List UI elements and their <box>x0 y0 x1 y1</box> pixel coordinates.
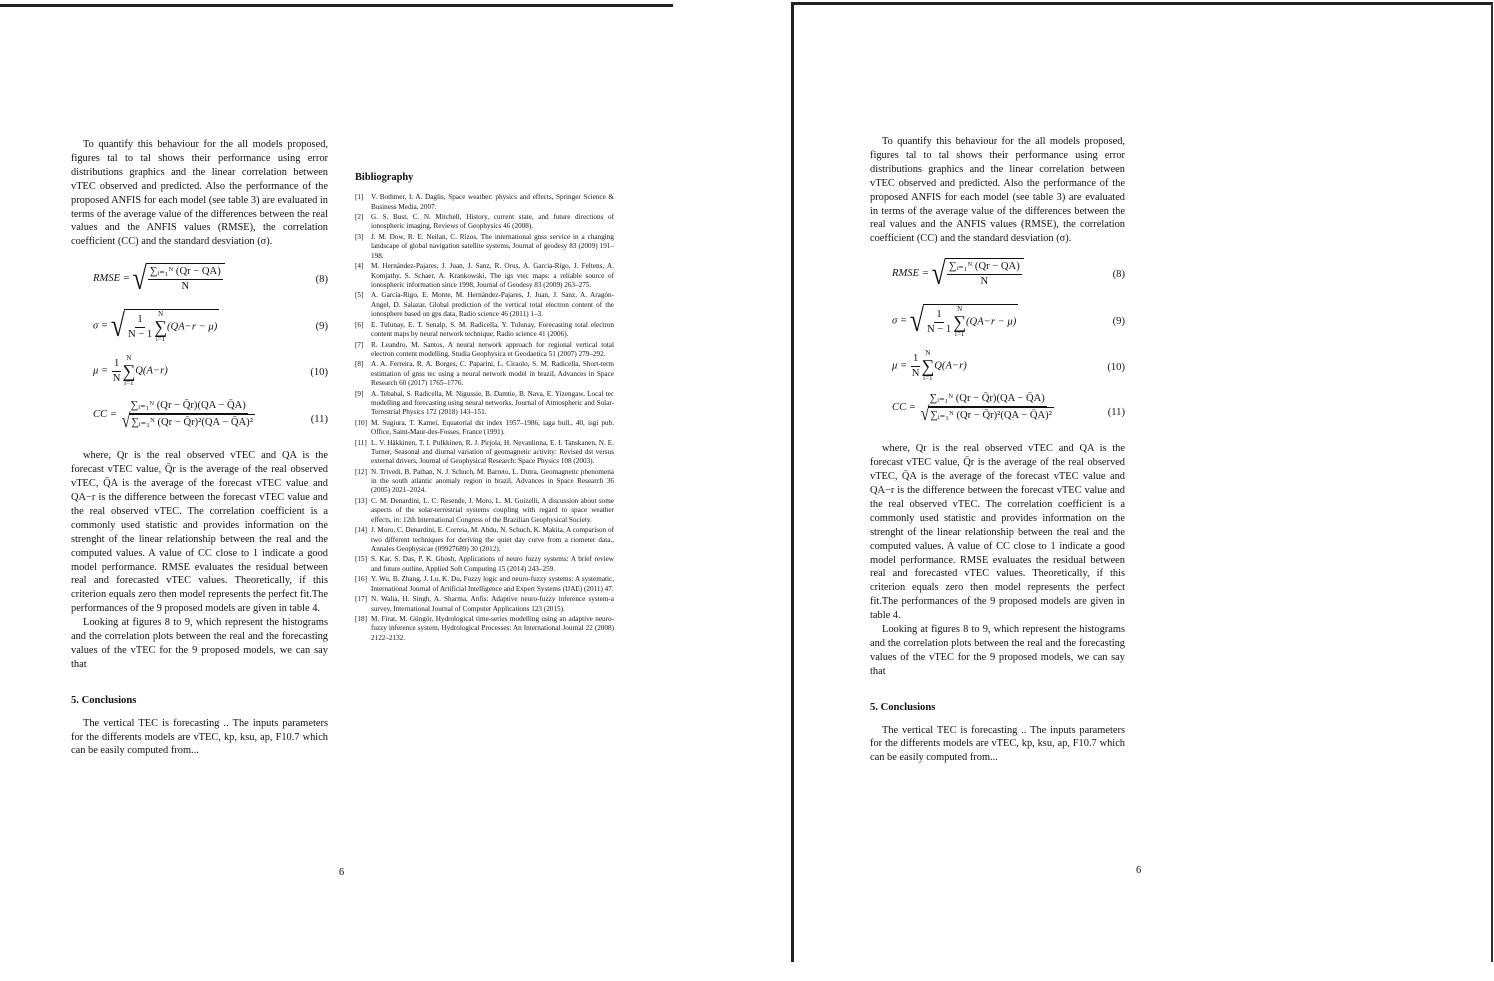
reference-item: [15] S. Kar, S. Das, P. K. Ghosh, Applications of neuro fuzzy systems: A brief review and future outline, Applied Soft Computing 15 (2014) 243–259. <box>355 555 614 573</box>
equation-sigma: σ = √ $\frac{1}{N - 1}$ N ∑ i=1 (QA−r − μ) (9) <box>93 307 328 344</box>
conclusions-paragraph: The vertical TEC is forecasting .. The inputs parameters for the differents models are vTEC, kp, ksu, ap, F10.7 which can be easily computed from... <box>71 717 328 757</box>
equation-lhs: μ = <box>93 365 109 377</box>
equation-number: (8) <box>315 274 328 286</box>
bibliography <box>355 173 614 644</box>
reference-item: [7] R. Leandro, M. Santos, A neural network approach for regional vertical total electron content modelling, Studia Geophysica et Geodaetica 51 (2007) 279–292. <box>355 340 614 358</box>
equation-lhs: σ = <box>93 320 109 332</box>
equation-denominator: N <box>980 276 989 288</box>
equation-lhs: σ = <box>892 315 908 327</box>
reference-item: [11] L. V. Häkkinen, T. I. Pulkkinen, R. J. Pirjola, H. Nevanlinna, E. I. Tanskanen, N. E. Turner, Seasonal and diurnal variation of geomagnetic activity: Revised dst versus external drivers, Journal of Geophysical Research: Space Physics 108 (2003). <box>355 438 614 466</box>
equation-number: (11) <box>310 414 328 426</box>
reference-item: [12] N. Trivedi, B. Pathan, N. J. Schuch, M. Barreto, L. Dutra, Geomagnetic phenomena in the south atlantic anomaly region in brazil, Advances in Space Research 36 (2005) 2021–2024. <box>355 467 614 495</box>
reference-item: [6] E. Tulunay, E. T. Senalp, S. M. Radicella, Y. Tulunay, Forecasting total electron content maps by neural network technique, Radio science 41 (2006). <box>355 320 614 338</box>
conclusions-paragraph: The vertical TEC is forecasting .. The inputs parameters for the differents models are vTEC, kp, ksu, ap, F10.7 which can be easily computed from... <box>870 724 1125 764</box>
equation-lhs: CC = <box>892 402 916 414</box>
reference-item: [14] J. Moro, C. Denardini, E. Correia, M. Abdu, N. Schuch, K. Makita, A comparison of two different techniques for deriving the quiet day curve from a riometer data., Annales Geophysicae (09927689) 30 (2012). <box>355 526 614 553</box>
equation-lhs: CC = <box>93 409 117 421</box>
reference-item: [13] C. M. Denardini, L. C. Resende, J. Moro, L. M. Guizelli, A discussion about some aspects of the solar-terrestrial systems coupling with regard to space weather effects, in: 12th International Congress of the Brazilian Geophysical Society. <box>355 497 614 524</box>
equation-numerator: ∑ᵢ₌₁ᴺ (Qr − QA) <box>148 265 223 280</box>
reference-item: [17] N. Walia, H. Singh, A. Sharma, Anfis: Adaptive neuro-fuzzy inference system-a survey, International Journal of Computer Applications 123 (2015). <box>355 595 614 613</box>
equation-cc: CC = ∑ᵢ₌₁ᴺ (Qr − Q̄r)(QA − Q̄A) √ ∑ᵢ₌₁ᴺ (Qr − Q̄r)²(QA − Q̄A)² (11) <box>892 393 1125 426</box>
section-heading: 5. Conclusions <box>870 701 936 713</box>
equation-mu: μ = $\frac{1}{N}$ N ∑ i=1 Q(A−r) (10) <box>93 354 328 388</box>
page-number: 6 <box>339 867 345 878</box>
equation-denominator: ∑ᵢ₌₁ᴺ (Qr − Q̄r)²(QA − Q̄A)² <box>928 407 1054 423</box>
reference-item: [4] M. Hernández-Pajares, J. Juan, J. Sanz, R. Orus, A. Garcia-Rigo, J. Feltens, A. Komjathy, S. Schaer, A. Krankowski, The igs vtec maps: a reliable source of ionospheric information since 1998, Journal of Geodesy 83 (2009) 263–275. <box>355 262 614 289</box>
bibliography-title: Bibliography <box>355 172 414 183</box>
definitions-paragraph: where, Qr is the real observed vTEC and QA is the forecast vTEC value, Q̄r is the average of the real observed vTEC, Q̄A is the average of the forecast vTEC value and QA−r is the difference between the forecast vTEC value and the real observed vTEC. The correlation coefficient is a commonly used statistic and provides information on the strenght of the linear relationship between the real and the computed values. A value of CC close to 1 indicate a good model performance. RMSE evaluates the residual between real and forecasted vTEC values. Theoretically, if this criterion equals zero then model represents the perfect fit.The performances of the 9 proposed models are given in table 4. <box>870 443 1125 622</box>
reference-item: [10] M. Sugiura, T. Kamei, Equatorial dst index 1957–1986, iaga bull., 40, isgi pub. Office, Saint-Maur-des-Fosses, France (1991). <box>355 418 614 437</box>
equation-lhs: μ = <box>892 360 908 372</box>
page-number: 6 <box>1136 865 1142 876</box>
right-text-column <box>870 135 1125 765</box>
equation-number: (9) <box>315 321 328 333</box>
reference-item: [9] A. Tebabal, S. Radicella, M. Nigussie, B. Damtie, B. Nava, E. Yizengaw, Local tec modelling and forecasting using neural networks, Journal of Atmospheric and Solar-Terrestrial Physics 172 (2018) 143–151. <box>355 389 614 417</box>
equation-sigma: σ = √ $\frac{1}{N - 1}$ N ∑ i=1 (QA−r − μ) (9) <box>892 302 1125 339</box>
equation-lhs: RMSE = <box>892 268 929 280</box>
left-text-column <box>71 138 328 758</box>
equation-rmse: RMSE = √ $\frac{\text{∑ᵢ₌₁ᴺ (Qr − QA)}}{N}$ (8) <box>93 259 328 297</box>
reference-item: [8] A. A. Ferreira, R. A. Borges, C. Paparini, L. Ciraolo, S. M. Radicella, Short-term estimation of gnss tec using a neural network model in brazil, Advances in Space Research 60 (2017) 1765–1776. <box>355 360 614 388</box>
reference-item: [5] A. García-Rigo, E. Monte, M. Hernández-Pajares, J. Juan, J. Sanz, A. Aragón-Angel, D. Salazar, Global prediction of the vertical total electron content of the ionosphere based on gps data, Radio science 46 (2011) 1–3. <box>355 291 614 319</box>
equation-lhs: RMSE = <box>93 273 130 285</box>
equation-number: (10) <box>310 367 328 379</box>
reference-item: [1] V. Bothmer, I. A. Daglis, Space weather: physics and effects, Springer Science & Business Media, 2007. <box>355 193 614 211</box>
equation-denominator: ∑ᵢ₌₁ᴺ (Qr − Q̄r)²(QA − Q̄A)² <box>129 414 255 430</box>
reference-list <box>355 193 614 643</box>
definitions-paragraph: where, Qr is the real observed vTEC and QA is the forecast vTEC value, Q̄r is the average of the real observed vTEC, Q̄A is the average of the forecast vTEC value and QA−r is the difference between the forecast vTEC value and the real observed vTEC. The correlation coefficient is a commonly used statistic and provides information on the strenght of the linear relationship between the real and the computed values. A value of CC close to 1 indicate a good model performance. RMSE evaluates the residual between real and forecasted vTEC values. Theoretically, if this criterion equals zero then model represents the perfect fit.The performances of the 9 proposed models are given in table 4. <box>71 450 328 615</box>
intro-paragraph: To quantify this behaviour for the all models proposed, figures tal to tal shows their performance using error distributions graphics and the linear correlation between vTEC observed and predicted. Also the performance of the proposed ANFIS for each model (see table 3) are evaluated in terms of the average value of the differences between the real values and the ANFIS values (RMSE), the correlation coefficient (CC) and the standard desviation (σ). <box>870 136 1125 245</box>
figures-paragraph: Looking at figures 8 to 9, which represent the histograms and the correlation plots between the real and the forecasting values of the vTEC for the 9 proposed models, we can say that <box>71 617 328 670</box>
equation-numerator: ∑ᵢ₌₁ᴺ (Qr − Q̄r)(QA − Q̄A) <box>129 399 248 414</box>
section-heading: 5. Conclusions <box>71 694 137 706</box>
equation-number: (8) <box>1112 269 1125 281</box>
reference-item: [18] M. Firat, M. Güngör, Hydrological time-series modelling using an adaptive neuro-fuzzy inference system, Hydrological Processes: An International Journal 22 (2008) 2122–2132. <box>355 615 614 642</box>
figures-paragraph: Looking at figures 8 to 9, which represent the histograms and the correlation plots between the real and the forecasting values of the vTEC for the 9 proposed models, we can say that <box>870 624 1125 677</box>
intro-paragraph: To quantify this behaviour for the all models proposed, figures tal to tal shows their performance using error distributions graphics and the linear correlation between vTEC observed and predicted. Also the performance of the proposed ANFIS for each model (see table 3) are evaluated in terms of the average value of the differences between the real values and the ANFIS values (RMSE), the correlation coefficient (CC) and the standard desviation (σ). <box>71 139 328 248</box>
equation-rmse: RMSE = √ $\frac{\text{∑ᵢ₌₁ᴺ (Qr − QA)}}{N}$ (8) <box>892 254 1125 292</box>
page-top-rule <box>0 4 673 7</box>
reference-item: [16] Y. Wu, B. Zhang, J. Lu, K. Du, Fuzzy logic and neuro-fuzzy systems: A systematic, International Journal of Artificial Intelligence and Expert Systems (IJAE) (2011) 47. <box>355 575 614 593</box>
equation-denominator: N <box>181 281 190 293</box>
equation-numerator: ∑ᵢ₌₁ᴺ (Qr − Q̄r)(QA − Q̄A) <box>928 392 1047 407</box>
equation-numerator: ∑ᵢ₌₁ᴺ (Qr − QA) <box>947 260 1022 275</box>
equation-number: (9) <box>1112 316 1125 328</box>
reference-item: [2] G. S. Bust, C. N. Mitchell, History, current state, and future directions of ionospheric imaging, Reviews of Geophysics 46 (2008). <box>355 213 614 231</box>
equation-mu: μ = $\frac{1}{N}$ N ∑ i=1 Q(A−r) (10) <box>892 349 1125 383</box>
equation-number: (10) <box>1107 362 1125 374</box>
equation-cc: CC = ∑ᵢ₌₁ᴺ (Qr − Q̄r)(QA − Q̄A) √ ∑ᵢ₌₁ᴺ (Qr − Q̄r)²(QA − Q̄A)² (11) <box>93 400 328 433</box>
reference-item: [3] J. M. Dow, R. E. Neilan, C. Rizos, The international gnss service in a changing landscape of global navigation satellite systems, Journal of geodesy 83 (2009) 191–198. <box>355 233 614 260</box>
equation-number: (11) <box>1107 407 1125 419</box>
